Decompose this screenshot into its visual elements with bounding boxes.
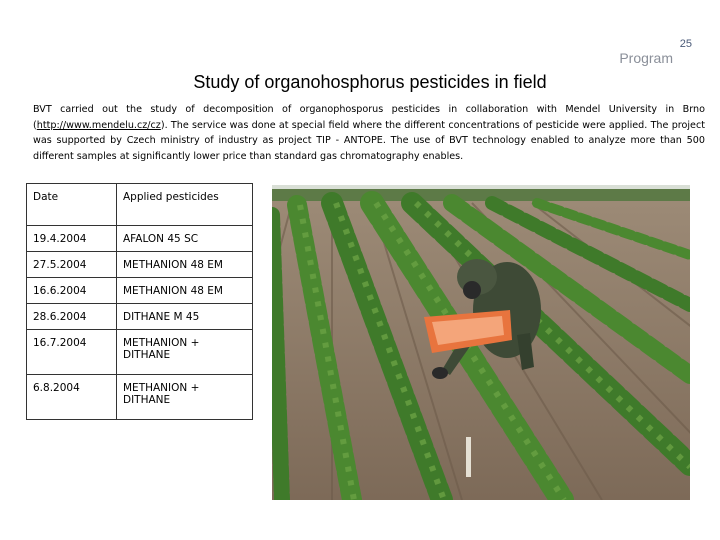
table-row (27, 278, 253, 304)
intro-text-start: BVT carried out the study of decomposition of organophosporus pesticides in collaboration with Mendel University in Brno ( (33, 104, 705, 131)
row-pesticide: METHANION 48 EM (117, 278, 253, 304)
table-row (27, 330, 253, 375)
table-header-row (27, 184, 253, 226)
intro-text-end: ). The service was done at special field where the different concentrations of pesticide were applied. The project was supported by Czech ministry of industry as project TIP - ANTOPE. The use of BVT technology enabled to analyze more than 500 different samples at significantly lower price than standard gas chromatography enables. (33, 119, 705, 162)
intro-paragraph (33, 102, 705, 164)
mendelu-link[interactable]: http://www.mendelu.cz/cz (36, 119, 161, 131)
row-date: 19.4.2004 (27, 226, 117, 252)
field-photo (272, 185, 690, 500)
row-date: 16.7.2004 (27, 330, 117, 375)
header-pesticides: Applied pesticides (117, 184, 253, 226)
row-date: 27.5.2004 (27, 252, 117, 278)
marker-stake (466, 437, 471, 477)
pesticide-table (26, 183, 253, 420)
slide-title: Study of organohosphorus pesticides in field (193, 72, 547, 92)
row-pesticide: METHANION + DITHANE (117, 375, 253, 420)
table-row (27, 375, 253, 420)
table-row (27, 226, 253, 252)
header-date: Date (27, 184, 117, 226)
row-pesticide: AFALON 45 SC (117, 226, 253, 252)
table-row (27, 304, 253, 330)
row-pesticide: METHANION 48 EM (117, 252, 253, 278)
row-date: 6.8.2004 (27, 375, 117, 420)
row-pesticide: METHANION + DITHANE (117, 330, 253, 375)
row-date: 28.6.2004 (27, 304, 117, 330)
program-label: Program (619, 50, 673, 66)
row-pesticide: DITHANE M 45 (117, 304, 253, 330)
page-number: 25 (679, 38, 692, 50)
row-date: 16.6.2004 (27, 278, 117, 304)
table-row (27, 252, 253, 278)
